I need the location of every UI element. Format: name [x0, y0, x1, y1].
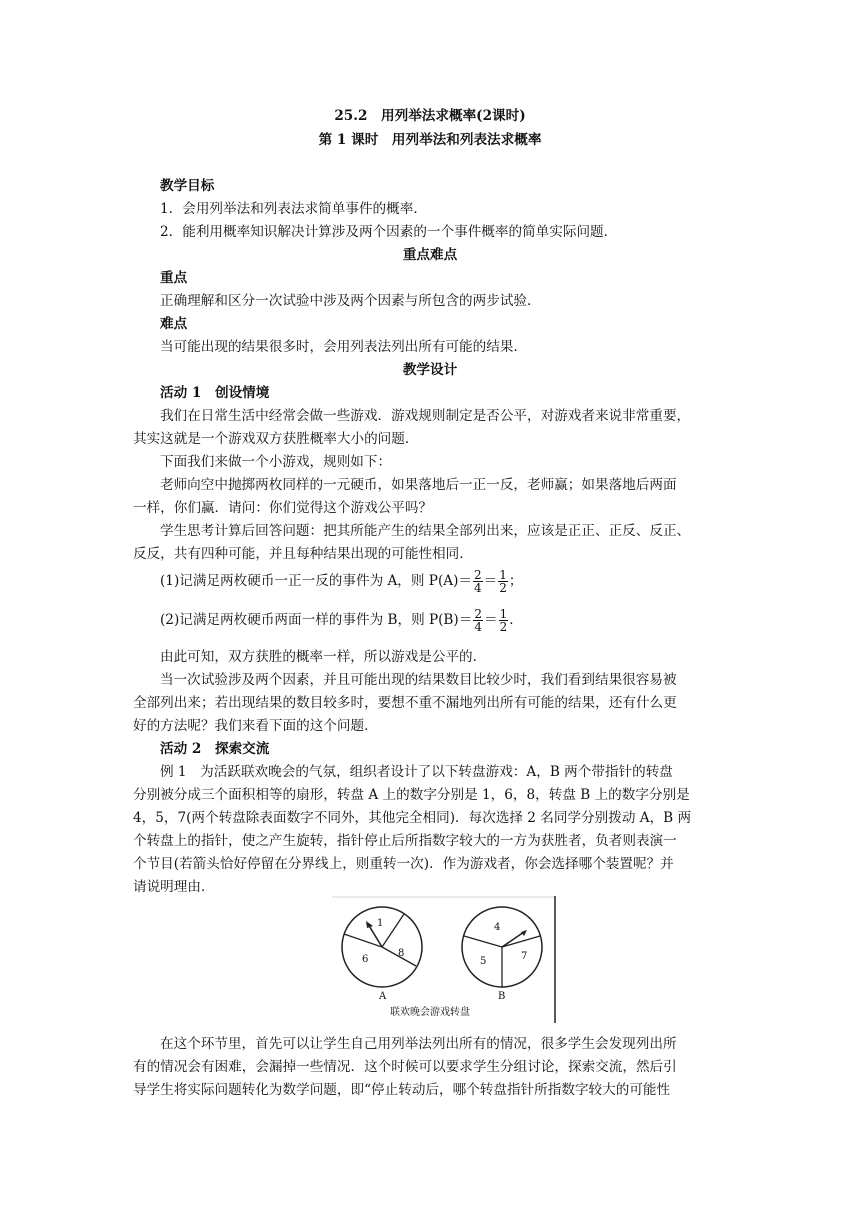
key-difficulty-heading: 重点难点 — [402, 247, 458, 263]
difficulty-heading: 难点 — [160, 316, 188, 332]
equals-sign: ＝ — [483, 573, 498, 589]
equation-text: (1)记满足两枚硬币一正一反的事件为 A，则 P(A)＝ — [160, 573, 472, 589]
focus-text: 正确理解和区分一次试验中涉及两个因素与所包含的两步试验． — [160, 293, 541, 309]
paragraph-line: 老师向空中抛掷两枚同样的一元硬币，如果落地后一正一反，老师赢；如果落地后两面 — [160, 477, 677, 493]
paragraph-line: 一样，你们赢．请问：你们觉得这个游戏公平吗？ — [133, 500, 433, 516]
focus-heading: 重点 — [160, 270, 188, 286]
spinner-a-number: 1 — [377, 918, 384, 929]
spinner-a — [342, 907, 422, 1002]
spinner-b-number: 7 — [521, 951, 528, 962]
goals-heading: 教学目标 — [160, 178, 215, 194]
figure-caption: 联欢晚会游戏转盘 — [390, 1007, 470, 1018]
paragraph-line: 导学生将实际问题转化为数学问题，即“停止转动后，哪个转盘指针所指数字较大的可能性 — [133, 1082, 671, 1098]
spinner-b-label: B — [498, 991, 506, 1002]
fraction: $\frac{2}{4}$ — [474, 607, 482, 634]
paragraph-line: 当一次试验涉及两个因素，并且可能出现的结果数目比较少时，我们看到结果很容易被 — [160, 672, 677, 688]
equals-sign: ＝ — [483, 612, 498, 628]
example-line: 分别被分成三个面积相等的扇形，转盘 A 上的数字分别是 1，6，8，转盘 B 上的数字分别是 — [133, 787, 690, 803]
paragraph-line: 我们在日常生活中经常会做一些游戏．游戏规则制定是否公平，对游戏者来说非常重要， — [160, 408, 691, 424]
spinner-b — [462, 907, 542, 1002]
difficulty-text: 当可能出现的结果很多时，会用列表法列出所有可能的结果． — [160, 339, 528, 355]
fraction: $\frac{1}{2}$ — [499, 568, 507, 595]
equation-line-a: (1)记满足两枚硬币一正一反的事件为 A，则 P(A)＝ $\frac{2}{4}$ ＝ $\frac{1}{2}$ ； — [160, 568, 523, 595]
paragraph-line: 其实这就是一个游戏双方获胜概率大小的问题． — [133, 431, 419, 447]
spinner-a-number: 6 — [362, 954, 369, 965]
paragraph-line: 由此可知，双方获胜的概率一样，所以游戏是公平的． — [160, 649, 487, 665]
paragraph-line: 学生思考计算后回答问题：把其所能产生的结果全部列出来，应该是正正、正反、反正、 — [160, 523, 691, 539]
spinner-a-label: A — [379, 991, 387, 1002]
spinner-figure — [332, 896, 557, 1023]
fraction: $\frac{1}{2}$ — [499, 607, 508, 634]
page-subtitle: 第 1 课时 用列举法和列表法求概率 — [318, 132, 542, 148]
equation-line-b: (2)记满足两枚硬币两面一样的事件为 B，则 P(B)＝ $\frac{2}{4}$ ＝ $\frac{1}{2}$ ． — [160, 607, 523, 634]
paragraph-line: 在这个环节里，首先可以让学生自己用列举法列出所有的情况，很多学生会发现列出所 — [160, 1036, 677, 1052]
example-line: 例 1 为活跃联欢晚会的气氛，组织者设计了以下转盘游戏：A，B 两个带指针的转盘 — [160, 764, 673, 780]
paragraph-line: 反反，共有四种可能，并且每种结果出现的可能性相同． — [133, 546, 473, 562]
paragraph-line: 有的情况会有困难，会漏掉一些情况．这个时候可以要求学生分组讨论，探索交流，然后引 — [133, 1059, 677, 1075]
equation-text: (2)记满足两枚硬币两面一样的事件为 B，则 P(B)＝ — [160, 612, 473, 628]
goal-1: 1．会用列举法和列表法求简单事件的概率． — [160, 201, 427, 217]
fraction: $\frac{2}{4}$ — [473, 568, 482, 595]
example-line: 请说明理由． — [133, 879, 215, 895]
paragraph-line: 全部列出来；若出现结果的数目较多时，要想不重不漏地列出所有可能的结果，还有什么更 — [133, 695, 677, 711]
paragraph-line: 下面我们来做一个小游戏，规则如下： — [160, 454, 392, 470]
spinner-diagram — [332, 896, 557, 1023]
example-line: 4，5，7(两个转盘除表面数字不同外，其他完全相同)．每次选择 2 名同学分别拨动 A，B 两 — [133, 810, 692, 826]
spinner-a-number: 8 — [398, 948, 405, 959]
goal-2: 2．能利用概率知识解决计算涉及两个因素的一个事件概率的简单实际问题． — [160, 224, 618, 240]
design-heading: 教学设计 — [402, 362, 458, 378]
activity-2-heading: 活动 2 探索交流 — [160, 741, 270, 757]
spinner-b-number: 4 — [494, 922, 501, 933]
paragraph-line: 好的方法呢？我们来看下面的这个问题． — [133, 718, 378, 734]
spinner-b-number: 5 — [480, 956, 487, 967]
example-line: 个转盘上的指针，使之产生旋转，指针停止后所指数字较大的一方为获胜者，负者则表演一 — [133, 833, 677, 849]
example-line: 个节目(若箭头恰好停留在分界线上，则重转一次)．作为游戏者，你会选择哪个装置呢？并 — [133, 856, 674, 872]
activity-1-heading: 活动 1 创设情境 — [160, 385, 270, 401]
page-title: 25.2 用列举法求概率(2课时) — [334, 108, 526, 124]
